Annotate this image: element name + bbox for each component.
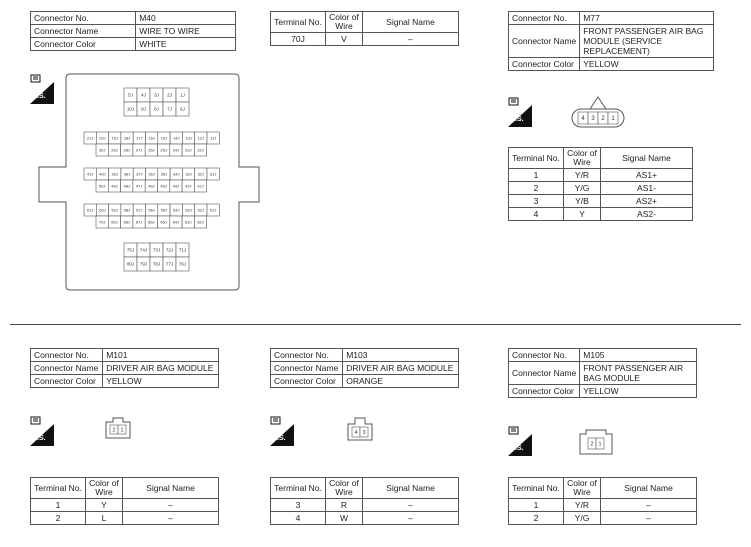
pin-label: 4 [581,116,585,123]
wire-color-cell: Y [564,208,601,221]
m105-pins [588,438,604,449]
pin-label: 42J [197,183,204,189]
pin-label: 21J [86,135,94,141]
m105-name: FRONT PASSENGER AIR BAG MODULE [580,362,697,385]
wire-color-cell: Y/R [564,499,601,512]
m103-pins [352,427,368,437]
m77-color: YELLOW [580,58,714,71]
m101-signal-table [30,477,219,525]
label-connector-name: Connector Name [31,25,136,38]
pin-label: 36J [148,171,155,177]
pin-label: 1 [120,427,124,434]
signal-cell: – [601,499,697,512]
pin-label: 23J [185,147,192,153]
pin-label: 1 [611,116,615,123]
header-wire-color: Color of Wire [326,12,363,33]
label-connector-name: Connector Name [271,362,343,375]
label-connector-name: Connector Name [509,25,580,58]
label-connector-no: Connector No. [271,349,343,362]
pin-label: 76J [178,261,187,267]
terminal-cell: 3 [271,499,326,512]
hs-label: H.S. [510,116,524,123]
m105-connector-face [578,428,614,456]
table-row [509,182,693,195]
label-connector-color: Connector Color [31,38,136,51]
m101-connector-face [104,416,132,440]
table-row [509,195,693,208]
signal-cell: – [123,499,219,512]
m40-connector-face [37,72,261,292]
m105-signal-table [508,477,697,525]
hs-icon [508,97,532,127]
section-divider [10,324,741,325]
wire-color-cell: W [326,512,363,525]
table-row [271,499,459,512]
hs-label: H.S. [272,435,286,442]
header-terminal-no: Terminal No. [271,478,326,499]
label-connector-no: Connector No. [509,349,580,362]
pin-label: 4 [354,429,358,436]
signal-cell: AS1+ [601,169,693,182]
header-wire-color: Color of Wire [564,478,601,499]
m101-color: YELLOW [103,375,219,388]
header-terminal-no: Terminal No. [509,148,564,169]
pin-label: 1 [598,441,602,448]
pin-label: 35J [160,171,168,177]
pin-label: 37J [136,171,143,177]
pin-label: 31J [209,171,217,177]
header-signal-name: Signal Name [601,478,697,499]
pin-label: 65J [160,219,167,225]
signal-cell: – [363,499,459,512]
pin-label: 66J [148,219,155,225]
pin-label: 74J [139,247,148,253]
pin-label: 9J [141,106,146,112]
hs-label: H.S. [32,435,46,442]
pin-label: 27J [135,147,143,153]
terminal-cell: 1 [509,499,564,512]
header-wire-color: Color of Wire [564,148,601,169]
pin-label: 11J [210,135,217,141]
signal-cell: – [363,33,459,46]
table-row [509,512,697,525]
terminal-cell: 1 [509,169,564,182]
pin-label: 28J [123,147,130,153]
pin-label: 79J [139,261,148,267]
m40-signal-table [270,11,459,46]
header-signal-name: Signal Name [601,148,693,169]
pin-label: 7J [167,106,172,112]
pin-label: 2 [112,427,116,434]
signal-cell: AS2+ [601,195,693,208]
m40-info-table [30,11,236,51]
pin-label: 52J [197,207,205,213]
pin-label: 38J [123,171,131,177]
pin-label: 8J [154,106,159,112]
header-wire-color: Color of Wire [86,478,123,499]
pin-label: 45J [160,183,167,189]
terminal-cell: 4 [509,208,564,221]
pin-label: 47J [135,183,143,189]
m103-info-table [270,348,459,388]
terminal-cell: 4 [271,512,326,525]
pin-label: 54J [173,207,180,213]
m105-color: YELLOW [580,385,697,398]
pin-label: 18J [123,135,131,141]
pin-label: 51J [209,207,217,213]
m103-connector-face [346,416,374,442]
label-connector-color: Connector Color [509,58,580,71]
pin-label: 43J [185,183,192,189]
signal-cell: – [123,512,219,525]
table-row [509,169,693,182]
terminal-cell: 2 [31,512,86,525]
signal-cell: – [601,512,697,525]
pin-label: 19J [111,135,118,141]
header-wire-color: Color of Wire [326,478,363,499]
pin-label: 59J [111,207,118,213]
pin-label: 67J [135,219,143,225]
label-connector-color: Connector Color [31,375,103,388]
label-connector-name: Connector Name [31,362,103,375]
m101-info-table [30,348,219,388]
table-row [271,512,459,525]
pin-label: 68J [123,219,130,225]
wire-color-cell: Y/R [564,169,601,182]
pin-label: 17J [136,135,143,141]
label-connector-color: Connector Color [509,385,580,398]
pin-label: 48J [123,183,130,189]
m101-name: DRIVER AIR BAG MODULE [103,362,219,375]
m77-pins [578,112,618,124]
signal-cell: AS1- [601,182,693,195]
pin-label: 69J [111,219,118,225]
hs-label: H.S. [32,93,46,100]
pin-label: 80J [126,261,135,267]
label-connector-color: Connector Color [271,375,343,388]
pin-label: 3J [154,92,159,98]
label-connector-no: Connector No. [31,349,103,362]
header-signal-name: Signal Name [363,478,459,499]
terminal-cell: 3 [509,195,564,208]
pin-label: 6J [180,106,185,112]
wire-color-cell: V [326,33,363,46]
terminal-cell: 2 [509,512,564,525]
pin-label: 33J [185,171,192,177]
pin-label: 46J [148,183,155,189]
table-row [31,499,219,512]
pin-label: 15J [160,135,168,141]
m105-info-table [508,348,697,398]
wire-color-cell: R [326,499,363,512]
wire-color-cell: Y [86,499,123,512]
pin-label: 71J [178,247,187,253]
pin-label: 2 [601,116,605,123]
hs-icon [30,416,54,446]
hs-icon [270,416,294,446]
pin-label: 56J [148,207,155,213]
pin-label: 2J [167,92,172,98]
pin-label: 16J [148,135,155,141]
terminal-cell: 2 [509,182,564,195]
pin-label: 62J [197,219,204,225]
m77-signal-table [508,147,693,221]
m77-name: FRONT PASSENGER AIR BAG MODULE (SERVICE REPLACEMENT) [580,25,714,58]
pin-label: 5J [128,92,133,98]
pin-label: 50J [98,183,106,189]
wire-color-cell: Y/G [564,182,601,195]
wire-color-cell: Y/G [564,512,601,525]
pin-label: 77J [165,261,174,267]
header-terminal-no: Terminal No. [271,12,326,33]
terminal-cell: 1 [31,499,86,512]
pin-label: 60J [99,207,106,213]
pin-label: 53J [185,207,192,213]
pin-label: 70J [98,219,106,225]
header-terminal-no: Terminal No. [31,478,86,499]
header-signal-name: Signal Name [363,12,459,33]
pin-label: 39J [111,171,118,177]
label-connector-name: Connector Name [509,362,580,385]
pin-label: 40J [99,171,106,177]
pin-label: 3 [591,116,595,123]
pin-label: 10J [126,106,135,112]
hs-label: H.S. [510,445,524,452]
m40-no: M40 [136,12,236,25]
pin-label: 64J [172,219,180,225]
pin-label: 20J [99,135,106,141]
label-connector-no: Connector No. [31,12,136,25]
table-row [271,33,459,46]
pin-label: 24J [172,147,180,153]
table-row [509,499,697,512]
pin-label: 4J [141,92,146,98]
m103-name: DRIVER AIR BAG MODULE [343,362,459,375]
pin-label: 12J [197,135,205,141]
pin-label: 63J [185,219,192,225]
pin-label: 2 [590,441,594,448]
table-row [509,208,693,221]
pin-label: 44J [172,183,180,189]
m103-no: M103 [343,349,459,362]
pin-label: 30J [98,147,106,153]
signal-cell: AS2- [601,208,693,221]
pin-label: 75J [126,247,135,253]
pin-label: 58J [123,207,131,213]
pin-label: 3 [362,429,366,436]
m101-pins [110,425,126,434]
m77-info-table [508,11,714,71]
pin-label: 57J [136,207,143,213]
pin-label: 55J [160,207,168,213]
wire-color-cell: L [86,512,123,525]
pin-label: 78J [152,261,161,267]
pin-label: 73J [152,247,161,253]
hs-icon [508,426,532,456]
label-connector-no: Connector No. [509,12,580,25]
m101-no: M101 [103,349,219,362]
pin-label: 26J [148,147,155,153]
signal-cell: – [363,512,459,525]
m103-color: ORANGE [343,375,459,388]
pin-label: 41J [86,171,94,177]
pin-label: 72J [165,247,174,253]
m40-name: WIRE TO WIRE [136,25,236,38]
pin-label: 13J [185,135,192,141]
pin-label: 32J [197,171,205,177]
pin-label: 14J [173,135,180,141]
header-terminal-no: Terminal No. [509,478,564,499]
pin-label: 25J [160,147,167,153]
pin-label: 29J [111,147,118,153]
header-signal-name: Signal Name [123,478,219,499]
m105-no: M105 [580,349,697,362]
pin-label: 49J [111,183,118,189]
terminal-cell: 70J [271,33,326,46]
m77-connector-face [568,95,628,131]
pin-label: 22J [197,147,204,153]
m40-color: WHITE [136,38,236,51]
wire-color-cell: Y/B [564,195,601,208]
table-row [31,512,219,525]
pin-label: 1J [180,92,185,98]
pin-label: 34J [173,171,180,177]
m77-no: M77 [580,12,714,25]
pin-label: 61J [86,207,94,213]
m103-signal-table [270,477,459,525]
